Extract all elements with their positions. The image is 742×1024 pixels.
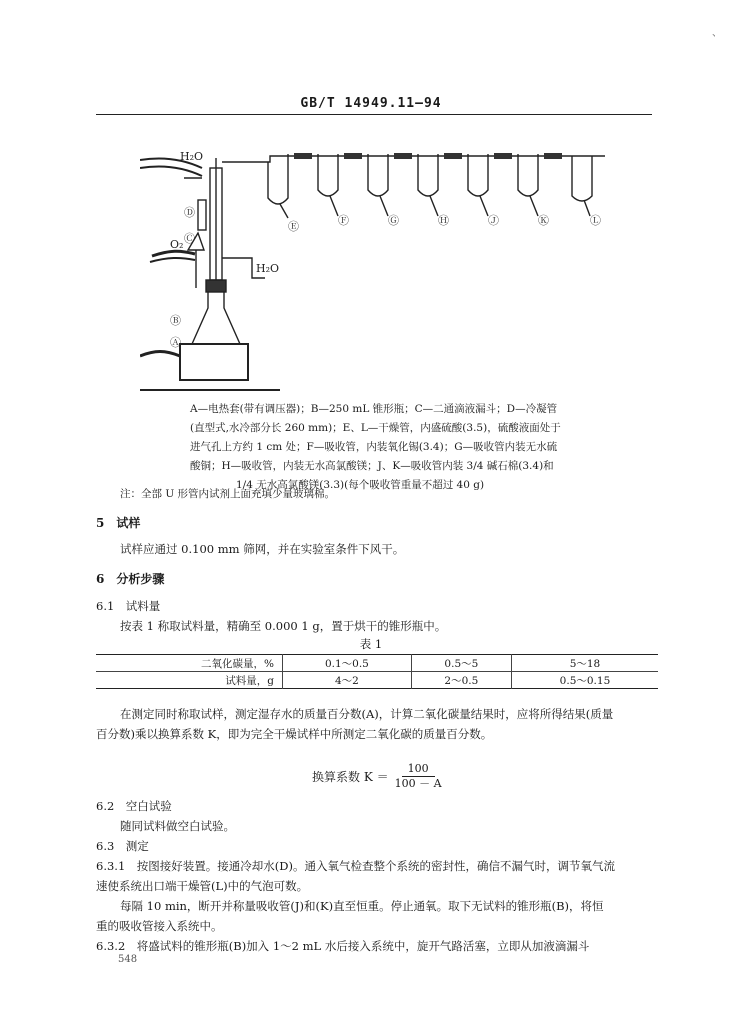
label-F: Ⓕ: [338, 214, 349, 227]
section-5-text: 试样应通过 0.100 mm 筛网，并在实验室条件下风干。: [120, 542, 405, 556]
label-A: Ⓐ: [170, 336, 181, 349]
table-cell: 4～2: [283, 672, 412, 689]
label-J: Ⓙ: [488, 214, 499, 227]
caption-line: 酸铜；H—吸收管，内装无水高氯酸镁；J、K—吸收管内装 3/4 碱石棉(3.4)和: [190, 460, 554, 472]
caption-line: (直型式,水冷部分长 260 mm)；E、L—干燥管，内盛硫酸(3.5)，硫酸液面处于: [190, 422, 561, 434]
formula-lhs: 换算系数 K ＝: [312, 770, 389, 784]
conversion-formula: [312, 762, 442, 791]
paragraph: 每隔 10 min，断开并称量吸收管(J)和(K)直至恒重。停止通氧。取下无试料的锥形瓶(B)，将恒: [120, 899, 604, 913]
figure-caption: [190, 400, 610, 495]
u-tube-G: [318, 154, 338, 196]
caption-line: 1/4 无水高氯酸镁(3.3)(每个吸收管重量不超过 40 g): [236, 479, 485, 491]
caption-line: 进气孔上方约 1 cm 处；F—吸收管，内装氧化锡(3.4)；G—吸收管内装无水硫: [190, 441, 558, 453]
paragraph: 6.3.2 将盛试料的锥形瓶(B)加入 1～2 mL 水后接入系统中，旋开气路活塞，立即从加液滴漏斗: [96, 939, 590, 953]
section-5-title: 5 试样: [96, 516, 141, 530]
label-o2: O₂: [170, 238, 184, 251]
u-tube-K: [468, 154, 488, 196]
drying-tube-L: [572, 156, 592, 201]
formula-fraction: [395, 762, 442, 791]
table-cell: 5～18: [511, 655, 658, 672]
label-B: Ⓑ: [170, 314, 181, 327]
conical-flask: [192, 288, 240, 344]
page-number: 548: [118, 954, 138, 965]
table-row: [96, 655, 658, 672]
table-cell: 二氧化碳量，%: [201, 657, 274, 670]
u-tube-L: [518, 154, 538, 196]
table-cell: 试料量，g: [96, 672, 283, 689]
caption-line: A—电热套(带有调压器)；B—250 mL 锥形瓶；C—二通滴液漏斗；D—冷凝管: [190, 403, 558, 415]
paragraph: 在测定同时称取试样，测定湿存水的质量百分数(A)，计算二氧化碳量结果时，应将所得结果(质量: [120, 707, 614, 721]
label-h2o-top: H₂O: [180, 150, 204, 163]
label-H: Ⓗ: [438, 214, 449, 227]
table-cell: 0.5～5: [411, 655, 511, 672]
label-D: Ⓓ: [184, 206, 195, 219]
section-6-3-title: 6.3 测定: [96, 839, 149, 853]
paragraph: 6.3.1 按图接好装置。接通冷却水(D)。通入氧气检查整个系统的密封性，确信不漏气时，调节氧气流: [96, 859, 615, 873]
table-cell: 0.5～0.15: [511, 672, 658, 689]
formula-denominator: 100 － A: [394, 777, 442, 790]
u-tube-F: [268, 154, 288, 204]
label-C: Ⓒ: [184, 232, 195, 245]
label-G: Ⓖ: [388, 214, 399, 227]
label-h2o-bottom: H₂O: [256, 262, 280, 275]
section-6-1-title: 6.1 试料量: [96, 599, 161, 613]
heating-mantle: [180, 344, 248, 380]
section-6-2-title: 6.2 空白试验: [96, 799, 172, 813]
table-cell: 2～0.5: [411, 672, 511, 689]
section-6-1-text: 按表 1 称取试料量，精确至 0.000 1 g，置于烘干的锥形瓶中。: [120, 619, 447, 633]
paragraph: 速使系统出口端干燥管(L)中的气泡可数。: [96, 879, 309, 893]
figure-note: 注：全部 U 形管内试剂上面充填少量玻璃棉。: [120, 488, 336, 500]
apparatus-figure: [140, 138, 620, 398]
u-tube-J: [418, 154, 438, 196]
table-1: [96, 654, 658, 689]
table-cell: 0.1～0.5: [283, 655, 412, 672]
label-L: Ⓛ: [590, 214, 601, 227]
table-row: [96, 672, 658, 689]
table-caption: 表 1: [359, 637, 383, 651]
margin-mark: 、: [712, 28, 722, 39]
u-tube-H: [368, 154, 388, 196]
paragraph: 百分数)乘以换算系数 K，即为完全干燥试样中所测定二氧化碳的质量百分数。: [96, 727, 493, 741]
header-rule: [96, 114, 652, 115]
section-6-title: 6 分析步骤: [96, 572, 165, 586]
label-K: Ⓚ: [538, 214, 549, 227]
section-6-2-text: 随同试料做空白试验。: [120, 819, 235, 833]
label-E: Ⓔ: [288, 220, 299, 233]
standard-header: GB/T 14949.11—94: [300, 96, 442, 111]
paragraph: 重的吸收管接入系统中。: [96, 919, 223, 933]
formula-numerator: 100: [402, 762, 435, 777]
